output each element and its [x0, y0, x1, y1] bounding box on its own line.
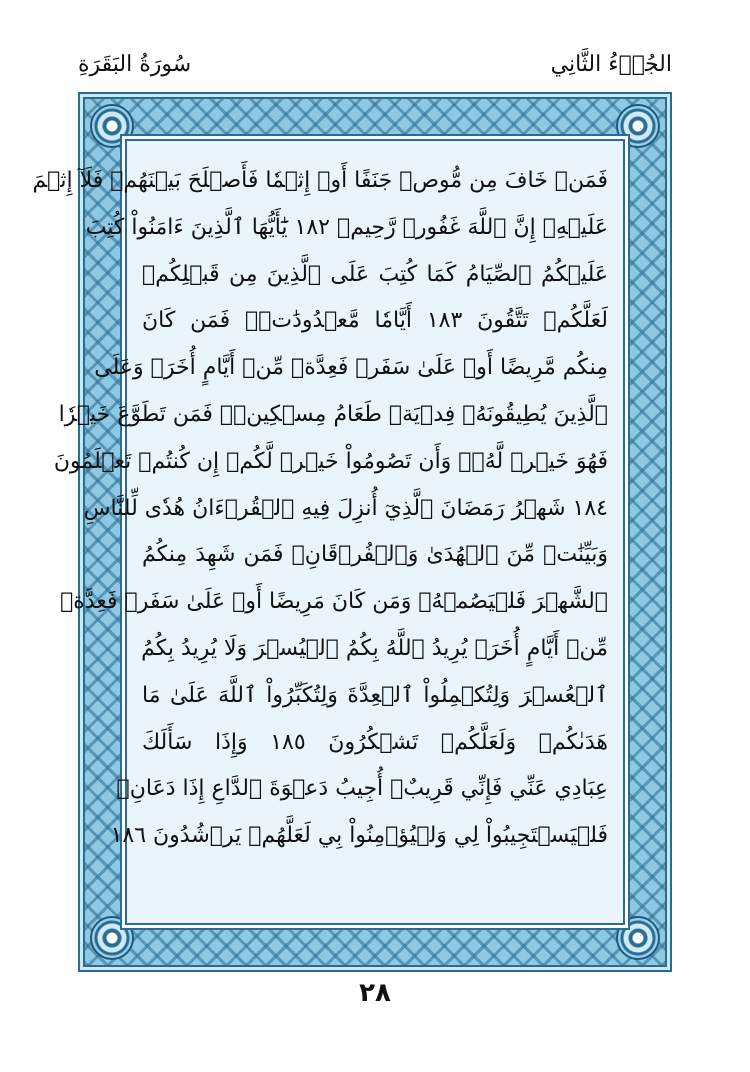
- verse-line: هَدَىٰكُمۡ وَلَعَلَّكُمۡ تَشۡكُرُونَ ١٨٥ وَإِذَا سَأَلَكَ: [142, 729, 608, 755]
- verse-line: عَلَيۡهِۚ إِنَّ ٱللَّهَ غَفُورٞ رَّحِيمٞ ١٨٢ يَٰٓأَيُّهَا ٱلَّذِينَ ءَامَنُواْ كُتِبَ: [85, 214, 608, 240]
- verse-line: عِبَادِي عَنِّي فَإِنِّي قَرِيبٌۖ أُجِيبُ دَعۡوَةَ ٱلدَّاعِ إِذَا دَعَانِۖ: [116, 776, 608, 802]
- verse-line: فَلۡيَسۡتَجِيبُواْ لِي وَلۡيُؤۡمِنُواْ بِي لَعَلَّهُمۡ يَرۡشُدُونَ ١٨٦: [110, 823, 608, 849]
- verse-line: مِنكُم مَّرِيضًا أَوۡ عَلَىٰ سَفَرٖ فَعِدَّةٞ مِّنۡ أَيَّامٍ أُخَرَۚ وَعَلَى: [94, 355, 608, 381]
- page-number: ٢٨: [359, 978, 391, 1008]
- verse-line: وَبَيِّنَٰتٖ مِّنَ ٱلۡهُدَىٰ وَٱلۡفُرۡقَانِۚ فَمَن شَهِدَ مِنكُمُ: [142, 542, 608, 568]
- ornamental-frame: [32, 92, 672, 972]
- verse-text-panel: [32, 134, 630, 930]
- page-header: [78, 52, 672, 92]
- verse-line: ٱلَّذِينَ يُطِيقُونَهُۥ فِدۡيَةٞ طَعَامُ مِسۡكِينٖۖ فَمَن تَطَوَّعَ خَيۡرٗا: [58, 401, 608, 427]
- verse-line: فَهُوَ خَيۡرٞ لَّهُۥۚ وَأَن تَصُومُواْ خَيۡرٞ لَّكُمۡ إِن كُنتُمۡ تَعۡلَمُونَ: [53, 448, 608, 474]
- verse-line: لَعَلَّكُمۡ تَتَّقُونَ ١٨٣ أَيَّامٗا مَّعۡدُودَٰتٖۚ فَمَن كَانَ: [142, 308, 608, 334]
- surah-title: سُورَةُ البَقَرَةِ: [78, 52, 192, 77]
- verse-line: ١٨٤ شَهۡرُ رَمَضَانَ ٱلَّذِيٓ أُنزِلَ فِيهِ ٱلۡقُرۡءَانُ هُدٗى لِّلنَّاسِ: [83, 495, 608, 521]
- verse-line: مِّنۡ أَيَّامٍ أُخَرَۗ يُرِيدُ ٱللَّهُ بِكُمُ ٱلۡيُسۡرَ وَلَا يُرِيدُ بِكُمُ: [141, 635, 608, 661]
- verse-line: فَمَنۡ خَافَ مِن مُّوصٖ جَنَفًا أَوۡ إِثۡمٗا فَأَصۡلَحَ بَيۡنَهُمۡ فَلَآ إِثۡمَ: [32, 168, 608, 193]
- verse-line: ٱلشَّهۡرَ فَلۡيَصُمۡهُۖ وَمَن كَانَ مَرِيضًا أَوۡ عَلَىٰ سَفَرٖ فَعِدَّةٞ: [60, 589, 608, 615]
- juz-title: الجُزۡءُ الثَّانِي: [550, 52, 672, 77]
- verse-line: عَلَيۡكُمُ ٱلصِّيَامُ كَمَا كُتِبَ عَلَى ٱلَّذِينَ مِن قَبۡلِكُمۡ: [142, 261, 608, 287]
- verse-line: ٱلۡعُسۡرَ وَلِتُكۡمِلُواْ ٱلۡعِدَّةَ وَلِتُكَبِّرُواْ ٱللَّهَ عَلَىٰ مَا: [142, 682, 608, 708]
